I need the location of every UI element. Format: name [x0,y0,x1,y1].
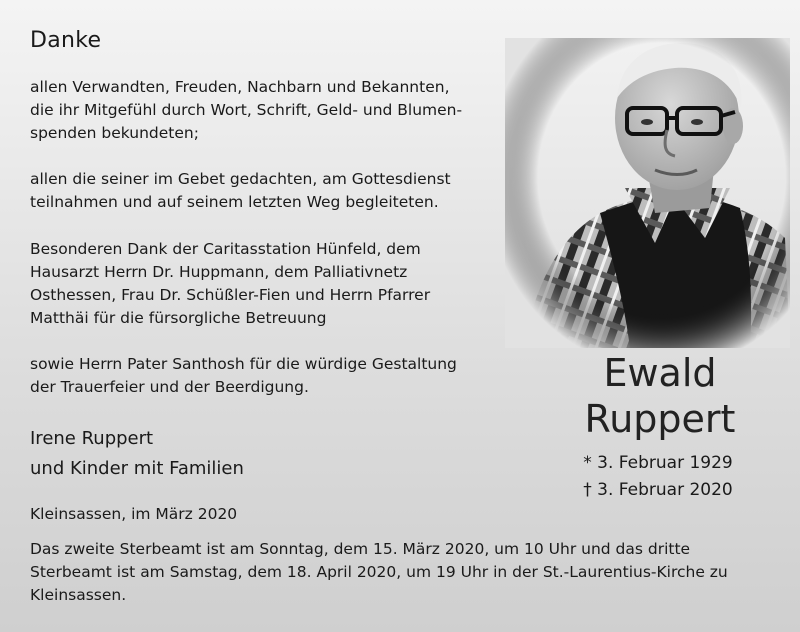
text-line: spenden bekundeten; [30,124,199,142]
text-line: Osthessen, Frau Dr. Schüßler-Fien und Herrn Pfarrer [30,286,431,304]
portrait-photo-icon [505,38,790,348]
thanks-paragraph-3 [30,238,492,330]
text-line: die ihr Mitgefühl durch Wort, Schrift, Geld- und Blumen- [30,101,463,119]
signature-block [30,424,244,484]
text-line: allen die seiner im Gebet gedachten, am Gottesdienst [30,170,451,188]
text-line: teilnahmen und auf seinem letzten Weg begleiteten. [30,193,439,211]
first-name: Ewald [603,351,717,395]
text-line: Kleinsassen. [30,586,127,604]
text-line: Das zweite Sterbeamt ist am Sonntag, dem 15. März 2020, um 10 Uhr und das dritte [30,540,691,558]
thanks-paragraph-2 [30,168,492,214]
thanks-paragraph-1 [30,76,492,145]
place-date: Kleinsassen, im März 2020 [30,505,238,523]
service-notice [30,538,775,607]
text-line: Hausarzt Herrn Dr. Huppmann, dem Palliativnetz [30,263,408,281]
birth-date: * 3. Februar 1929 [583,453,733,473]
deceased-name [560,350,760,442]
text-line: der Trauerfeier und der Beerdigung. [30,378,309,396]
heading-danke: Danke [30,28,102,53]
signature-line: und Kinder mit Familien [30,458,244,479]
text-line: sowie Herrn Pater Santhosh für die würdige Gestaltung [30,355,457,373]
text-line: Besonderen Dank der Caritasstation Hünfeld, dem [30,240,421,258]
text-line: Matthäi für die fürsorgliche Betreuung [30,309,327,327]
signature-line: Irene Ruppert [30,428,154,449]
text-line: allen Verwandten, Freuden, Nachbarn und Bekannten, [30,78,450,96]
last-name: Ruppert [584,397,736,441]
thanks-paragraph-4 [30,353,492,399]
life-dates [548,450,768,504]
death-date: † 3. Februar 2020 [583,480,733,500]
text-line: Sterbeamt ist am Samstag, dem 18. April 2020, um 19 Uhr in der St.-Laurentius-Kirche zu [30,563,728,581]
